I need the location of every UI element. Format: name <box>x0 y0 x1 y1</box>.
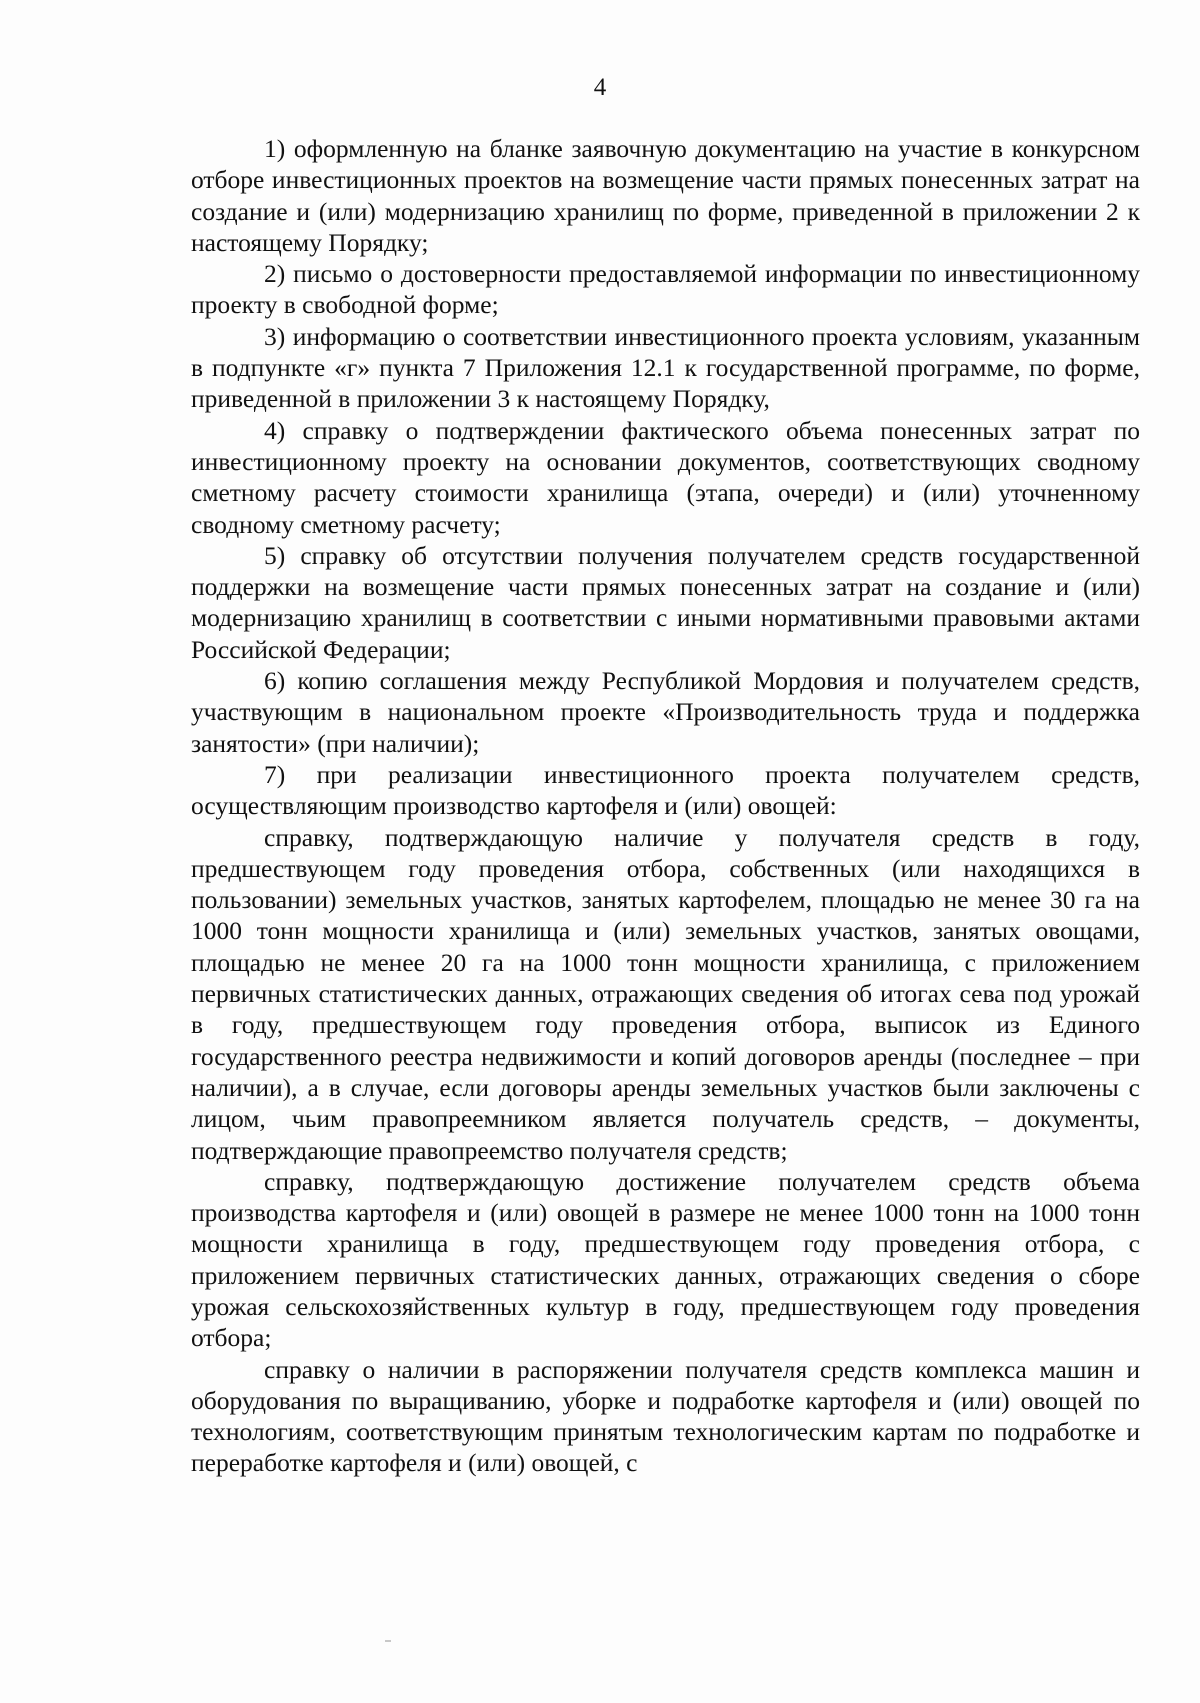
scan-artifact <box>385 1640 391 1642</box>
paragraph-machinery-certificate: справку о наличии в распоряжении получателя средств комплекса машин и оборудования по выращиванию, уборке и подработке картофеля и (или) овощей по технологиям, соответствующим принятым технологическим картам по подработке и переработке картофеля и (или) овощей, с <box>191 1354 1140 1478</box>
paragraph-item-6: 6) копию соглашения между Республикой Мордовия и получателем средств, участвующим в национальном проекте «Производительность труда и поддержка занятости» (при наличии); <box>191 666 1140 758</box>
paragraph-item-5: 5) справку об отсутствии получения получателем средств государственной поддержки на возмещение части прямых понесенных затрат на создание и (или) модернизацию хранилищ в соответствии с иными нормативными правовыми актами Российской Федерации; <box>191 540 1140 664</box>
paragraph-item-3: 3) информацию о соответствии инвестиционного проекта условиям, указанным в подпункте «г» пункта 7 Приложения 12.1 к государственной программе, по форме, приведенной в приложении 3 к настоящему Порядку, <box>191 321 1140 414</box>
paragraph-item-4: 4) справку о подтверждении фактического объема понесенных затрат по инвестиционному проекту на основании документов, соответствующих сводному сметному расчету стоимости хранилища (этапа, очереди) и (или) уточненному сводному сметному расчету; <box>191 415 1140 539</box>
paragraph-item-2: 2) письмо о достоверности предоставляемой информации по инвестиционному проекту в свободной форме; <box>191 259 1140 320</box>
paragraph-item-7: 7) при реализации инвестиционного проекта получателем средств, осуществляющим производство картофеля и (или) овощей: <box>191 759 1140 821</box>
paragraph-item-1: 1) оформленную на бланке заявочную документацию на участие в конкурсном отборе инвестиционных проектов на возмещение части прямых понесенных затрат на создание и (или) модернизацию хранилищ по форме, приведенной в приложении 2 к настоящему Порядку; <box>191 134 1140 257</box>
page-number: 4 <box>593 74 607 101</box>
document-body <box>191 133 1140 1479</box>
paragraph-land-certificate: справку, подтверждающую наличие у получателя средств в году, предшествующем году проведения отбора, собственных (или находящихся в пользовании) земельных участков, занятых картофелем, площадью не менее 30 га на 1000 тонн мощности хранилища и (или) земельных участков, занятых овощами, площадью не менее 20 га на 1000 тонн мощности хранилища, с приложением первичных статистических данных, отражающих сведения об итогах сева под урожай в году, предшествующем году проведения отбора, выписок из Единого государственного реестра недвижимости и копий договоров аренды (последнее – при наличии), а в случае, если договоры аренды земельных участков были заключены с лицом, чьим правопреемником является получатель средств, – документы, подтверждающие правопреемство получателя средств; <box>191 822 1140 1165</box>
paragraph-production-certificate: справку, подтверждающую достижение получателем средств объема производства картофеля и (или) овощей в размере не менее 1000 тонн на 1000 тонн мощности хранилища в году, предшествующем году проведения отбора, с приложением первичных статистических данных, отражающих сведения о сборе урожая сельскохозяйственных культур в году, предшествующем году проведения отбора; <box>191 1166 1140 1353</box>
